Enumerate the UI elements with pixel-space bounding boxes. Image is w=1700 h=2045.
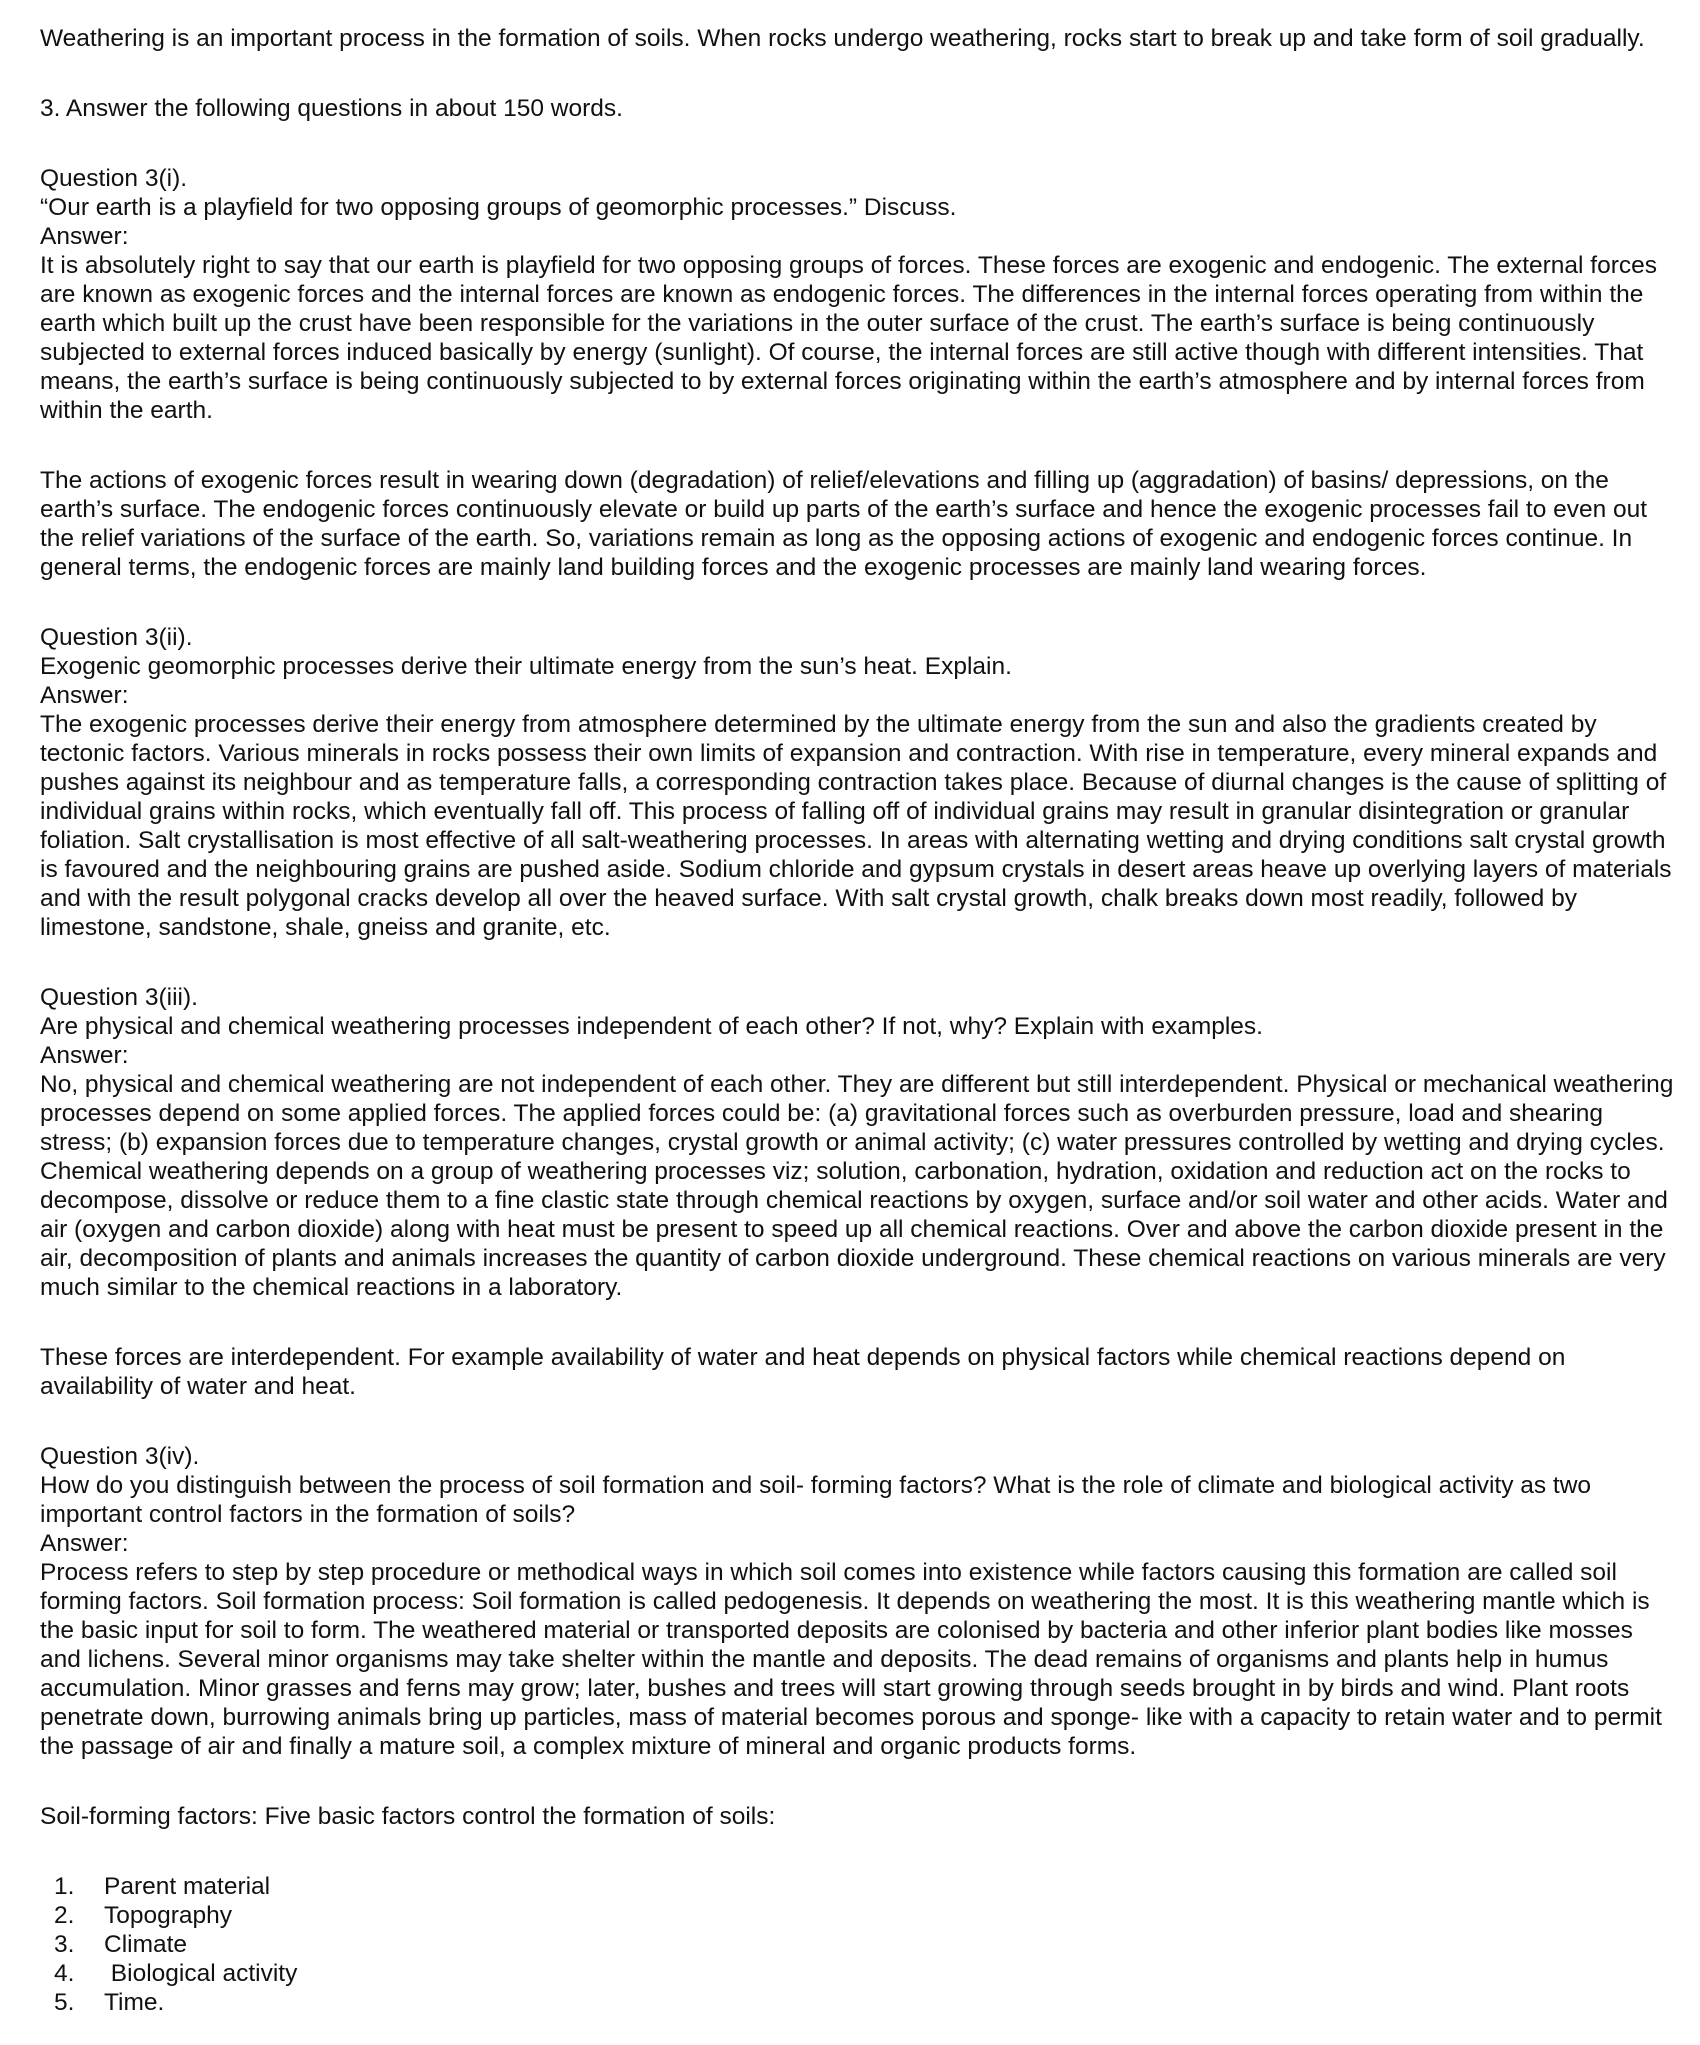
list-item-text: Biological activity	[104, 1960, 298, 1987]
answer-paragraph: The actions of exogenic forces result in wearing down (degradation) of relief/elevations and filling up (aggradation) of basins/ depressions, on the earth’s surface. The endogenic forces continuously elevate or build up parts of the earth’s surface and hence the exogenic processes fail to even out the relief variations of the surface of the earth. So, variations remain as long as the opposing actions of exogenic and endogenic forces continue. In general terms, the endogenic forces are mainly land building forces and the exogenic processes are mainly land wearing forces.	[40, 467, 1648, 581]
question-text: How do you distinguish between the process of soil formation and soil- forming factors? What is the role of climate and biological activity as two important control factors in the formation of soils?	[40, 1472, 1592, 1528]
question-text: “Our earth is a playfield for two opposing groups of geomorphic processes.” Discuss.	[40, 194, 957, 221]
answer-paragraph: These forces are interdependent. For example availability of water and heat depends on physical factors while chemical reactions depend on availability of water and heat.	[40, 1344, 1566, 1400]
question-label: Question 3(ii).	[40, 624, 193, 651]
question-block-4	[40, 1442, 1675, 2017]
question-label: Question 3(iii).	[40, 984, 198, 1011]
answer-label: Answer:	[40, 1042, 129, 1069]
answer-label: Answer:	[40, 223, 129, 250]
list-item-number: 1.	[54, 1873, 75, 1900]
question-block-1	[40, 164, 1675, 582]
section-heading: 3. Answer the following questions in about 150 words.	[40, 95, 623, 122]
answer-paragraph: Soil-forming factors: Five basic factors control the formation of soils:	[40, 1803, 776, 1830]
list-item-text: Time.	[104, 1989, 165, 2016]
answer-label: Answer:	[40, 682, 129, 709]
answer-label: Answer:	[40, 1530, 129, 1557]
answer-paragraph: No, physical and chemical weathering are not independent of each other. They are different but still interdependent. Physical or mechanical weathering processes depend on some applied forces. The applied forces could be: (a) gravitational forces such as overburden pressure, load and shearing stress; (b) expansion forces due to temperature changes, crystal growth or animal activity; (c) water pressures controlled by wetting and drying cycles. Chemical weathering depends on a group of weathering processes viz; solution, carbonation, hydration, oxidation and reduction act on the rocks to decompose, dissolve or reduce them to a fine clastic state through chemical reactions by oxygen, surface and/or soil water and other acids. Water and air (oxygen and carbon dioxide) along with heat must be present to speed up all chemical reactions. Over and above the carbon dioxide present in the air, decomposition of plants and animals increases the quantity of carbon dioxide underground. These chemical reactions on various minerals are very much similar to the chemical reactions in a laboratory.	[40, 1071, 1674, 1301]
list-item-text: Topography	[104, 1902, 233, 1929]
answer-paragraph: The exogenic processes derive their energy from atmosphere determined by the ultimate energy from the sun and also the gradients created by tectonic factors. Various minerals in rocks possess their own limits of expansion and contraction. With rise in temperature, every mineral expands and pushes against its neighbour and as temperature falls, a corresponding contraction takes place. Because of diurnal changes is the cause of splitting of individual grains within rocks, which eventually fall off. This process of falling off of individual grains may result in granular disintegration or granular foliation. Salt crystallisation is most effective of all salt-weathering processes. In areas with alternating wetting and drying conditions salt crystal growth is favoured and the neighbouring grains are pushed aside. Sodium chloride and gypsum crystals in desert areas heave up overlying layers of materials and with the result polygonal cracks develop all over the heaved surface. With salt crystal growth, chalk breaks down most readily, followed by limestone, sandstone, shale, gneiss and granite, etc.	[40, 711, 1672, 941]
question-label: Question 3(iv).	[40, 1443, 200, 1470]
list-item-number: 5.	[54, 1989, 75, 2016]
list-item	[40, 1872, 1675, 1901]
list-item	[40, 1959, 1675, 1988]
list-item	[40, 1988, 1675, 2017]
list-item-number: 2.	[54, 1902, 75, 1929]
list-item	[40, 1901, 1675, 1930]
question-block-2	[40, 623, 1675, 942]
list-item	[40, 1930, 1675, 1959]
question-label: Question 3(i).	[40, 165, 188, 192]
answer-paragraph: It is absolutely right to say that our earth is playfield for two opposing groups of forces. These forces are exogenic and endogenic. The external forces are known as exogenic forces and the internal forces are known as endogenic forces. The differences in the internal forces operating from within the earth which built up the crust have been responsible for the variations in the outer surface of the crust. The earth’s surface is being continuously subjected to external forces induced basically by energy (sunlight). Of course, the internal forces are still active though with different intensities. That means, the earth’s surface is being continuously subjected to by external forces originating within the earth’s atmosphere and by internal forces from within the earth.	[40, 252, 1658, 424]
intro-paragraph: Weathering is an important process in the formation of soils. When rocks undergo weathering, rocks start to break up and take form of soil gradually.	[40, 25, 1645, 52]
question-text: Exogenic geomorphic processes derive their ultimate energy from the sun’s heat. Explain.	[40, 653, 1012, 680]
question-text: Are physical and chemical weathering processes independent of each other? If not, why? Explain with examples.	[40, 1013, 1263, 1040]
list-item-number: 4.	[54, 1960, 75, 1987]
soil-factors-list	[40, 1872, 1675, 2017]
list-item-number: 3.	[54, 1931, 75, 1958]
list-item-text: Climate	[104, 1931, 188, 1958]
document-page	[40, 24, 1675, 2017]
list-item-text: Parent material	[104, 1873, 271, 1900]
answer-paragraph: Process refers to step by step procedure or methodical ways in which soil comes into existence while factors causing this formation are called soil forming factors. Soil formation process: Soil formation is called pedogenesis. It depends on weathering the most. It is this weathering mantle which is the basic input for soil to form. The weathered material or transported deposits are colonised by bacteria and other inferior plant bodies like mosses and lichens. Several minor organisms may take shelter within the mantle and deposits. The dead remains of organisms and plants help in humus accumulation. Minor grasses and ferns may grow; later, bushes and trees will start growing through seeds brought in by birds and wind. Plant roots penetrate down, burrowing animals bring up particles, mass of material becomes porous and sponge- like with a capacity to retain water and to permit the passage of air and finally a mature soil, a complex mixture of mineral and organic products forms.	[40, 1559, 1662, 1760]
question-block-3	[40, 983, 1675, 1401]
